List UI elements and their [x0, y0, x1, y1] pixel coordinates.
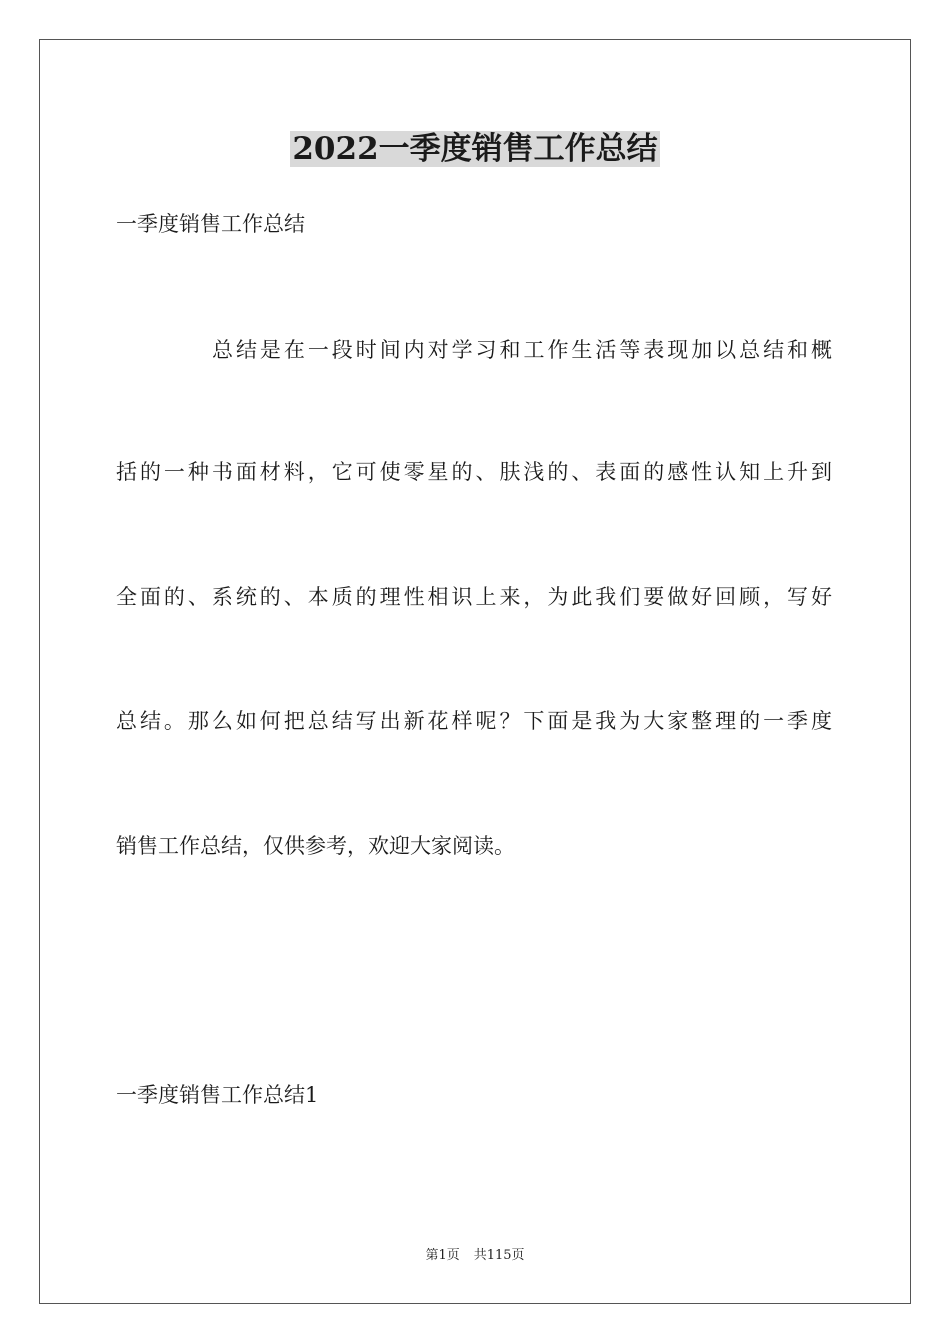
page-number: 第1页 [425, 1248, 460, 1263]
page-footer [0, 1246, 950, 1266]
page-total: 共115页 [473, 1248, 525, 1263]
paragraph-line-5: 销售工作总结，仅供参考，欢迎大家阅读。 [116, 834, 515, 858]
paragraph-line-3: 全面的、系统的、本质的理性相识上来，为此我们要做好回顾，写好 [116, 585, 832, 609]
paragraph-line-2: 括的一种书面材料，它可使零星的、肤浅的、表面的感性认知上升到 [116, 460, 832, 484]
document-subtitle: 一季度销售工作总结 [116, 212, 305, 236]
section-heading: 一季度销售工作总结1 [116, 1083, 319, 1107]
paragraph-line-1: 总结是在一段时间内对学习和工作生活等表现加以总结和概 [212, 338, 832, 362]
paragraph-line-4: 总结。那么如何把总结写出新花样呢？下面是我为大家整理的一季度 [116, 709, 832, 733]
document-title [0, 124, 950, 174]
document-title-text: 2022一季度销售工作总结 [292, 131, 658, 167]
